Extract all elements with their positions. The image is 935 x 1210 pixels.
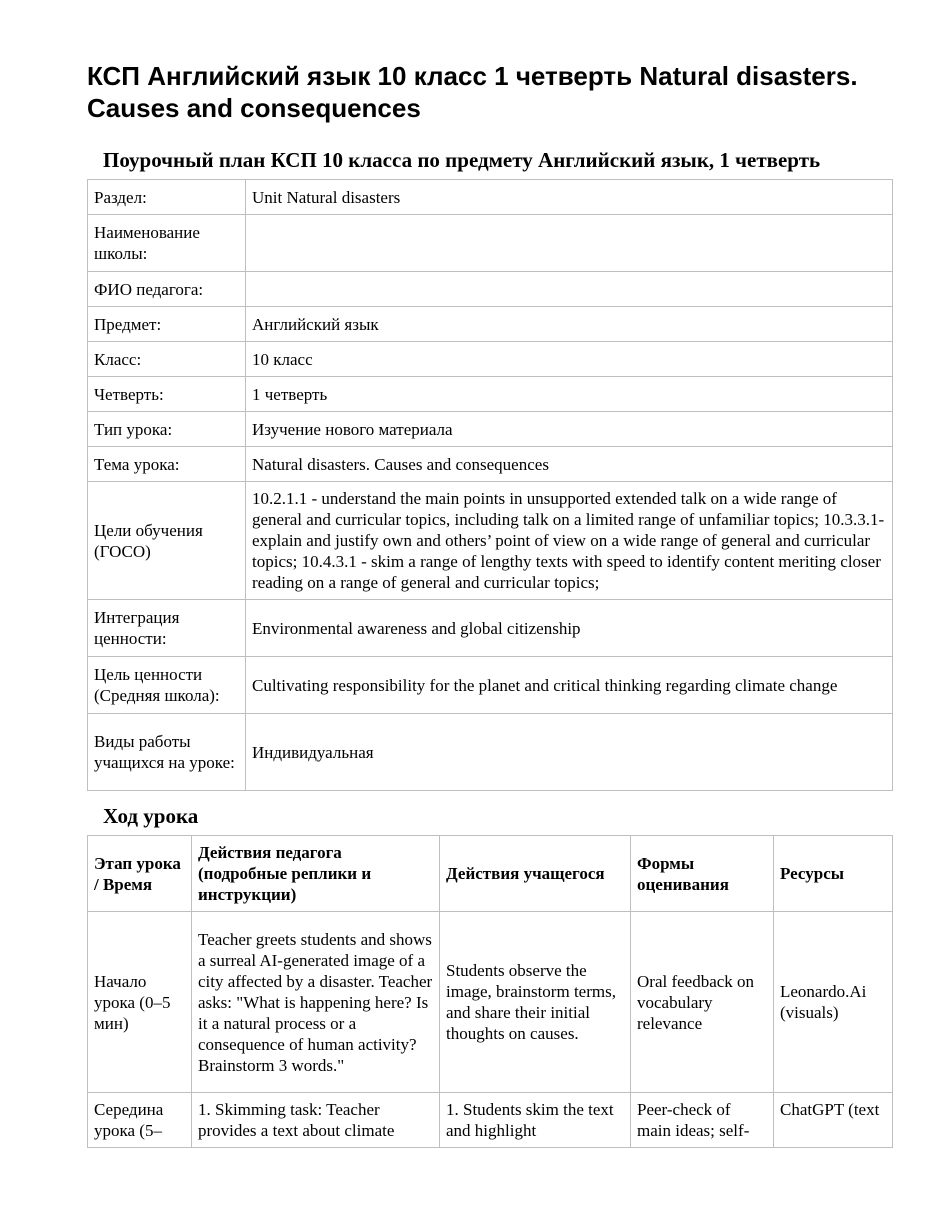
lesson-info-table bbox=[87, 179, 893, 791]
teacher-actions-cell: Teacher greets students and shows a surreal AI-generated image of a city affected by a disaster. Teacher asks: "What is happening here? Is it a natural process or a consequence of human activity? Brainstorm 3 words." bbox=[192, 912, 440, 1093]
student-actions-cell: Students observe the image, brainstorm terms, and share their initial thoughts on causes. bbox=[440, 912, 631, 1093]
info-value: Английский язык bbox=[246, 307, 893, 342]
column-header: Действия учащегося bbox=[440, 836, 631, 912]
table-row bbox=[88, 272, 893, 307]
table-row bbox=[88, 447, 893, 482]
info-value: Индивидуальная bbox=[246, 714, 893, 791]
info-value: Cultivating responsibility for the planet and critical thinking regarding climate change bbox=[246, 657, 893, 714]
stage-cell: Начало урока (0–5 мин) bbox=[88, 912, 192, 1093]
document-title: КСП Английский язык 10 класс 1 четверть Natural disasters. Causes and consequences bbox=[87, 61, 858, 123]
table-row bbox=[88, 215, 893, 272]
info-label: ФИО педагога: bbox=[88, 272, 246, 307]
table-row bbox=[88, 342, 893, 377]
table-row bbox=[88, 412, 893, 447]
info-value: Изучение нового материала bbox=[246, 412, 893, 447]
table-row bbox=[88, 657, 893, 714]
info-value: Unit Natural disasters bbox=[246, 180, 893, 215]
info-label: Цель ценности (Средняя школа): bbox=[88, 657, 246, 714]
lesson-flow-table bbox=[87, 835, 893, 1148]
table-row bbox=[88, 482, 893, 600]
table-header-row bbox=[88, 836, 893, 912]
student-actions-cell: 1. Students skim the text and highlight bbox=[446, 1100, 614, 1140]
info-label: Класс: bbox=[88, 342, 246, 377]
plan-heading: Поурочный план КСП 10 класса по предмету Английский язык, 1 четверть bbox=[103, 148, 821, 172]
resources-cell: Leonardo.Ai (visuals) bbox=[774, 912, 893, 1093]
info-label: Тема урока: bbox=[88, 447, 246, 482]
info-label: Виды работы учащихся на уроке: bbox=[88, 714, 246, 791]
table-row bbox=[88, 714, 893, 791]
info-label: Цели обучения (ГОСО) bbox=[88, 482, 246, 600]
table-row bbox=[88, 600, 893, 657]
assessment-cell: Oral feedback on vocabulary relevance bbox=[631, 912, 774, 1093]
assessment-cell: Peer-check of main ideas; self- bbox=[637, 1100, 750, 1140]
info-label: Интеграция ценности: bbox=[88, 600, 246, 657]
info-value: Environmental awareness and global citizenship bbox=[246, 600, 893, 657]
info-value: 10 класс bbox=[246, 342, 893, 377]
column-header: Формы оценивания bbox=[631, 836, 774, 912]
table-row bbox=[88, 180, 893, 215]
info-label: Тип урока: bbox=[88, 412, 246, 447]
table-row bbox=[88, 307, 893, 342]
stage-cell: Середина урока (5– bbox=[94, 1100, 164, 1140]
info-label: Раздел: bbox=[88, 180, 246, 215]
table-row bbox=[88, 377, 893, 412]
info-label: Наименование школы: bbox=[88, 215, 246, 272]
info-value: 1 четверть bbox=[246, 377, 893, 412]
teacher-actions-cell: 1. Skimming task: Teacher provides a text about climate bbox=[198, 1100, 395, 1140]
info-value bbox=[246, 272, 893, 307]
resources-cell: ChatGPT (text bbox=[780, 1100, 880, 1119]
column-header: Ресурсы bbox=[774, 836, 893, 912]
info-label: Четверть: bbox=[88, 377, 246, 412]
info-value: Natural disasters. Causes and consequences bbox=[246, 447, 893, 482]
info-value bbox=[246, 215, 893, 272]
table-row bbox=[88, 1093, 893, 1148]
table-row bbox=[88, 912, 893, 1093]
lesson-heading: Ход урока bbox=[103, 804, 199, 828]
column-header: Этап урока / Время bbox=[88, 836, 192, 912]
info-value: 10.2.1.1 - understand the main points in unsupported extended talk on a wide range of general and curricular topics, including talk on a limited range of unfamiliar topics; 10.3.3.1- explain and justify own and others’ point of view on a wide range of general and curricular topics; 10.4.3.1 - skim a range of lengthy texts with speed to identify content meriting closer reading on a range of general and curricular topics; bbox=[246, 482, 893, 600]
column-header: Действия педагога (подробные реплики и инструкции) bbox=[192, 836, 440, 912]
info-label: Предмет: bbox=[88, 307, 246, 342]
